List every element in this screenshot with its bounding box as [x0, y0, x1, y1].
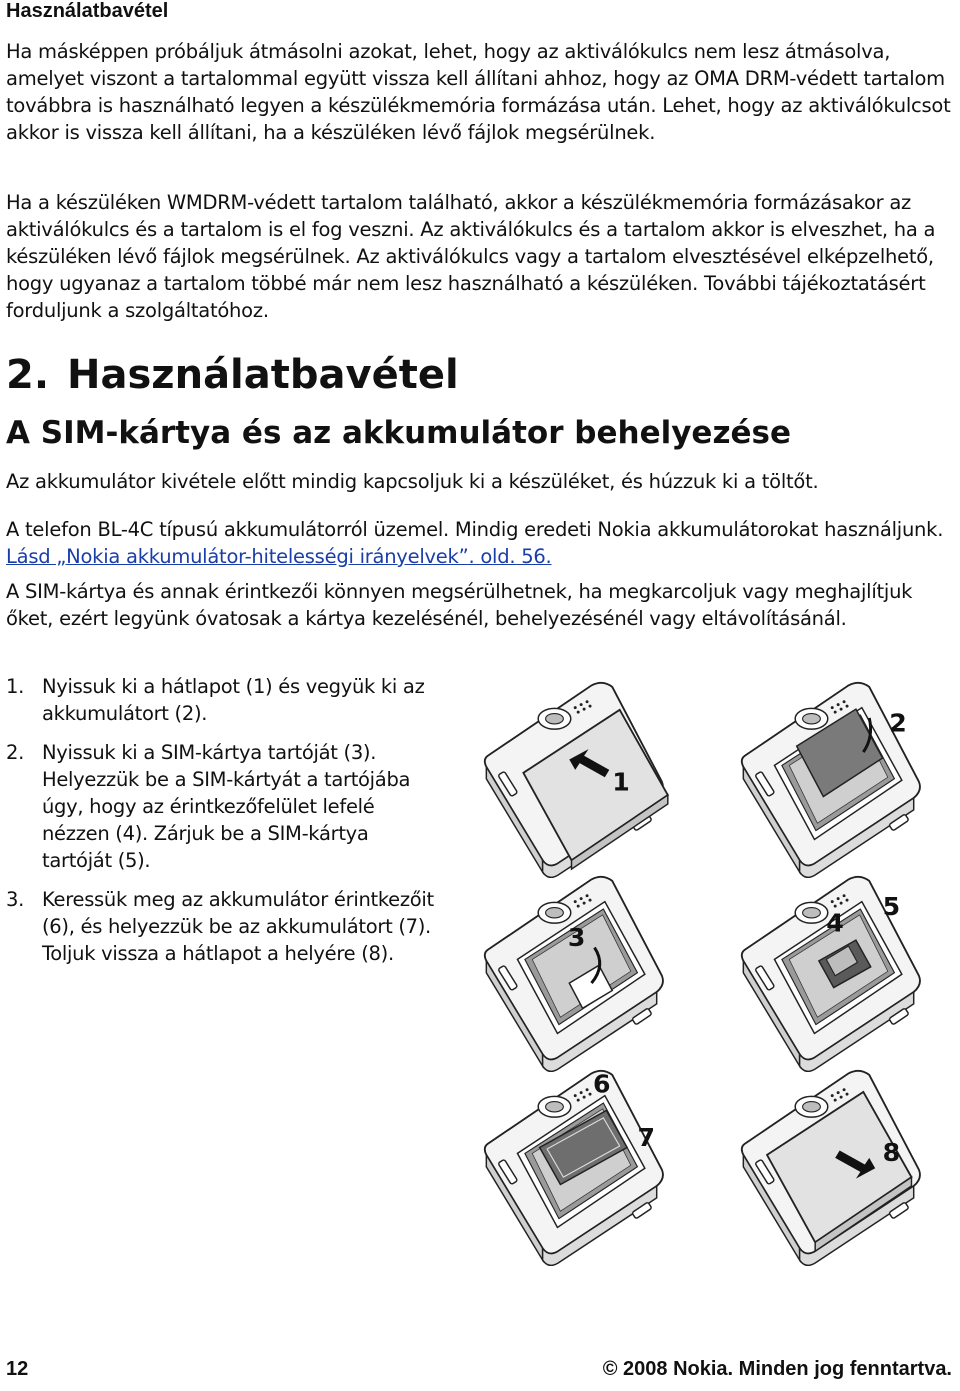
intro-paragraph-2: Ha a készüléken WMDRM-védett tartalom található, akkor a készülékmemória formázásakor az aktiválókulcs és a tartalom is el fog veszni. Az aktiválókulcs és a tartalom akkor is elveszhet, ha a készüléken lévő fájlok megsérülnek. Az aktiválókulcs vagy a tartalom elvesztésével elképzelhető, hogy ugyanaz a tartalom többé már nem lesz használható a készüléken. További tájékoztatásért forduljunk a szolgáltatóhoz.	[6, 191, 936, 322]
step-number: 1.	[6, 675, 25, 698]
chapter-number: 2.	[6, 352, 50, 398]
illustration-replace-cover	[705, 1066, 955, 1266]
section-paragraph-3: A SIM-kártya és annak érintkezői könnyen megsérülhetnek, ha megkarcoljuk vagy meghajlítjuk őket, ezért legyünk óvatosak a kártya kezelésénél, behelyezésénél vagy eltávolításánál.	[6, 580, 913, 630]
list-item	[6, 739, 436, 874]
step-label-3: 3	[567, 923, 586, 953]
illustration-open-sim-holder	[448, 872, 698, 1072]
section-heading: A SIM-kártya és az akkumulátor behelyezése	[6, 415, 791, 451]
step-text: Nyissuk ki a SIM-kártya tartóját (3). Helyezzük be a SIM-kártyát a tartójába úgy, hogy az érintkezőfelület lefelé nézzen (4). Zárjuk be a SIM-kártya tartóját (5).	[42, 741, 411, 872]
list-item	[6, 673, 436, 727]
chapter-title: Használatbavétel	[67, 352, 459, 398]
illustration-insert-battery	[448, 1066, 698, 1266]
step-number: 3.	[6, 888, 25, 911]
step-label-8: 8	[882, 1137, 901, 1167]
running-head: Használatbavétel	[6, 0, 169, 22]
step-label-5: 5	[882, 891, 901, 921]
section-paragraph-1: Az akkumulátor kivétele előtt mindig kapcsoljuk ki a készüléket, és húzzuk ki a töltőt.	[6, 470, 819, 493]
step-text: Nyissuk ki a hátlapot (1) és vegyük ki az akkumulátort (2).	[42, 675, 425, 725]
illustration-remove-battery	[705, 678, 955, 878]
battery-text: A telefon BL-4C típusú akkumulátorról üzemel. Mindig eredeti Nokia akkumulátorokat használjunk.	[6, 518, 944, 541]
step-label-7: 7	[637, 1123, 655, 1152]
copyright-notice: © 2008 Nokia. Minden jog fenntartva.	[602, 1358, 952, 1380]
page-number: 12	[6, 1358, 29, 1380]
step-label-6: 6	[593, 1069, 611, 1099]
step-text: Keressük meg az akkumulátor érintkezőit (6), és helyezzük be az akkumulátort (7). Toljuk vissza a hátlapot a helyére (8).	[42, 888, 434, 965]
illustration-remove-cover	[448, 678, 698, 878]
chapter-heading	[6, 352, 459, 398]
step-label-2: 2	[889, 708, 907, 738]
step-list	[6, 673, 436, 979]
intro-paragraph-1: Ha másképpen próbáljuk átmásolni azokat, lehet, hogy az aktiválókulcs nem lesz átmásolva, amelyet viszont a tartalommal együtt vissza kell állítani ahhoz, hogy az OMA DRM-védett tartalom továbbra is használható legyen a készülékmemória formázása után. Lehet, hogy az aktiválókulcsot akkor is vissza kell állítani, ha a készüléken lévő fájlok megsérülnek.	[6, 40, 951, 144]
illustration-insert-sim	[705, 872, 955, 1072]
step-label-4: 4	[826, 908, 844, 938]
list-item	[6, 886, 436, 967]
battery-guidelines-link[interactable]: Lásd „Nokia akkumulátor-hitelességi irányelvek”. old. 56.	[6, 545, 552, 568]
step-label-1: 1	[612, 767, 630, 797]
section-paragraph-2	[6, 516, 954, 570]
step-number: 2.	[6, 741, 25, 764]
